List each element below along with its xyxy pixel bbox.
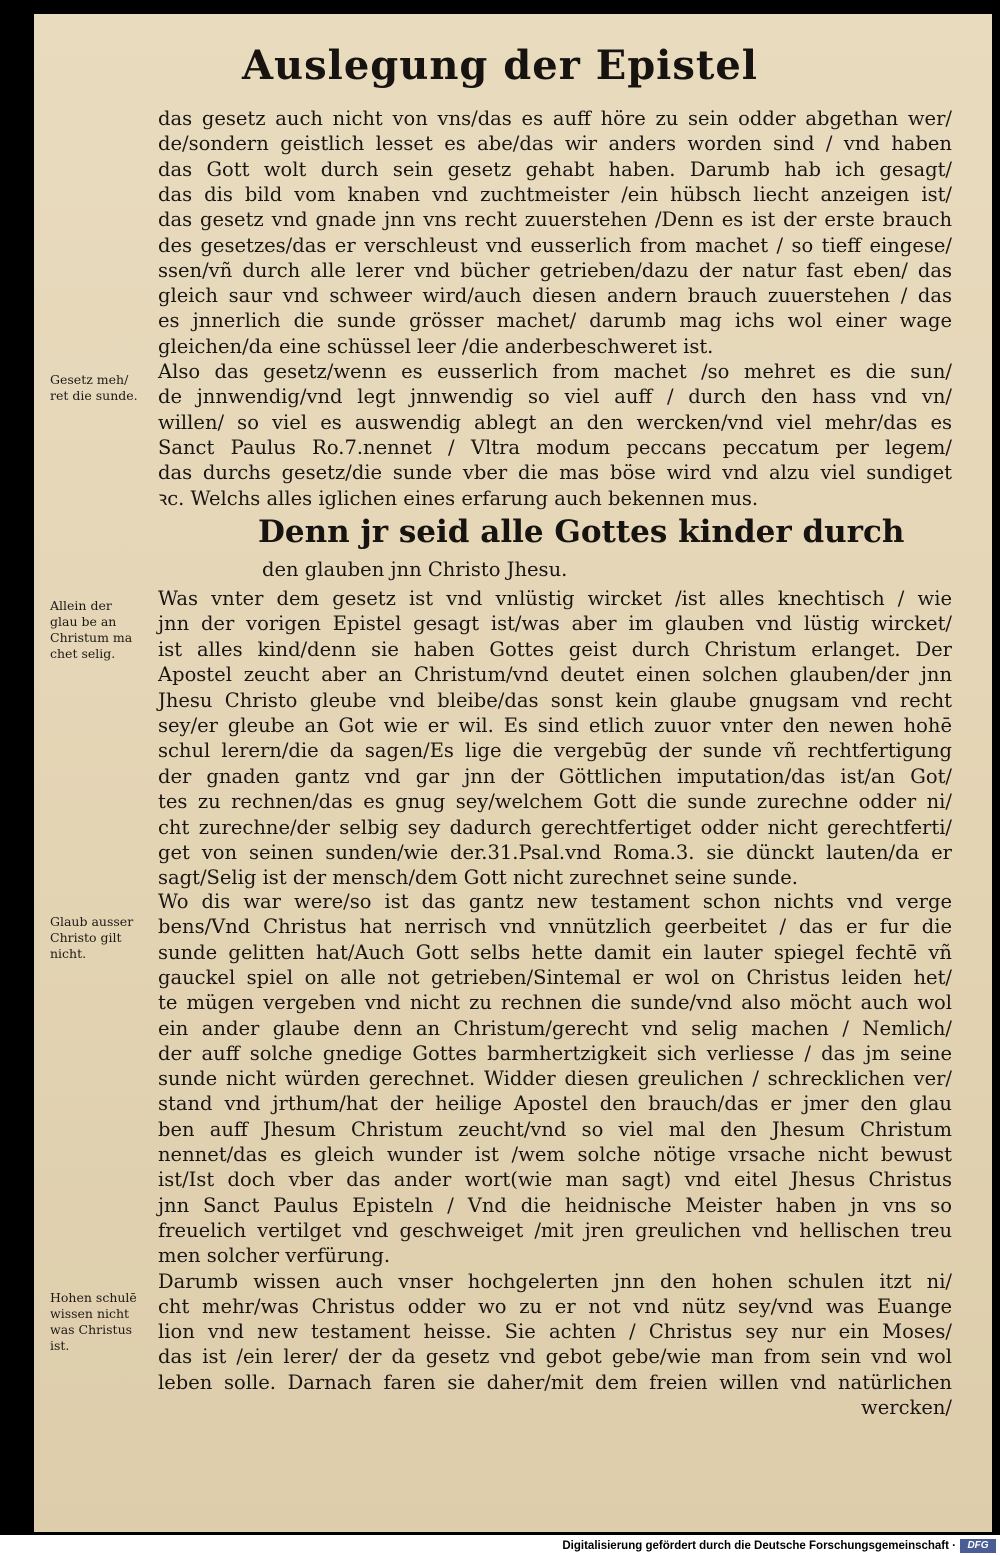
margin-gloss [50,598,158,662]
body-line: der auff solche gnedige Gottes barmhertzigkeit sich verliesse / das jm seine [158,1041,952,1065]
margin-gloss [50,1290,158,1354]
margin-gloss-line: ret die sunde. [50,388,138,403]
body-line: ssen/vñ durch alle lerer vnd bücher getrieben/dazu der natur fast eben/ das [158,258,952,282]
margin-gloss-line: Christum ma [50,630,133,645]
body-line: Apostel zeucht aber an Christum/vnd deutet einen solchen glauben/der jnn [158,663,952,687]
body-line: cht mehr/was Christus odder wo zu er not vnd nütz sey/vnd was Euange [158,1294,952,1318]
body-line: Sanct Paulus Ro.7.nennet / Vltra modum peccans peccatum per legem/ [158,435,952,459]
margin-gloss-line: glau be an [50,614,117,629]
body-line: das dis bild vom knaben vnd zuchtmeister /ein hübsch liecht anzeigen ist/ [158,182,952,206]
margin-gloss [50,372,158,404]
body-line: ben auff Jhesum Christum zeucht/vnd so viel mal den Jhesum Christum [158,1117,952,1141]
body-line: Was vnter dem gesetz ist vnd vnlüstig wircket /ist alles knechtisch / wie [158,587,952,610]
body-line: men solcher verfürung. [158,1244,391,1268]
dfg-logo: DFG [960,1539,996,1553]
body-line: lion vnd new testament heisse. Sie achten / Christus sey nur ein Moses/ [158,1320,952,1344]
body-line: nennet/das es gleich wunder ist /wem solche nötige vrsache nicht bewust [158,1143,952,1166]
body-line: Wo dis war were/so ist das gantz new testament schon nichts vnd verge [158,890,952,913]
body-line: das gesetz vnd gnade jnn vns recht zuuerstehen /Denn es ist der erste brauch [158,208,952,232]
body-line: das Gott wolt durch sein gesetz gehabt haben. Darumb hab ich gesagt/ [158,157,952,181]
body-line: stand vnd jrthum/hat der heilige Apostel den brauch/das er jmer den glau [158,1092,952,1116]
body-line: jnn Sanct Paulus Episteln / Vnd die heidnische Meister haben jn vns so [158,1193,952,1217]
body-line: tes zu rechnen/das es gnug sey/welchem Gott die sunde zurechne odder ni/ [158,790,952,814]
body-line: ein ander glaube denn an Christum/gerecht vnd selig machen / Nemlich/ [158,1016,952,1040]
margin-gloss-line: was Christus [50,1322,133,1337]
body-line: te mügen vergeben vnd nicht zu rechnen die sunde/vnd also möcht auch wol [158,991,952,1015]
body-line: willen/ so viel es auswendig ablegt an den wercken/vnd viel mehr/das es [158,410,952,434]
body-line: der gnaden gantz vnd gar jnn der Göttlichen imputation/das ist/an Got/ [158,764,952,788]
body-line: sagt/Selig ist der mensch/dem Gott nicht zurechnet seine sunde. [158,866,798,890]
body-line: jnn der vorigen Epistel gesagt ist/was aber im glauben vnd lüstig wircket/ [158,612,952,636]
body-line: de jnnwendig/vnd legt jnnwendig so viel auff / durch den hass vnd vn/ [158,385,952,409]
body-line: freuelich vertilget vnd geschweiget /mit jren greulichen vnd hellischen treu [158,1218,952,1242]
body-line: Jhesu Christo gleube vnd bleibe/das sonst kein glaube gnugsam vnd recht [158,688,952,712]
running-head: Auslegung der Epistel [241,42,759,89]
body-line: cht zurechne/der selbig sey dadurch gerechtfertiget odder nicht gerechtferti/ [158,815,952,839]
margin-gloss-line: Glaub ausser [50,914,134,929]
footer-credit: Digitalisierung gefördert durch die Deutsche Forschungsgemeinschaft · [562,1540,956,1552]
margin-gloss-line: wissen nicht [50,1306,130,1321]
body-line: ist alles kind/denn sie haben Gottes geist durch Christum erlanget. Der [158,637,952,661]
body-line: das durchs gesetz/die sunde vber die mas böse wird vnd alzu viel sundiget [158,461,952,485]
body-line: ꝛc. Welchs alles iglichen eines erfarung auch bekennen mus. [158,486,759,510]
body-line: gleichen/da eine schüssel leer /die anderbeschweret ist. [158,334,714,358]
margin-gloss-line: ist. [50,1338,70,1353]
margin-gloss-line: Christo gilt [50,930,122,945]
body-line: bens/Vnd Christus hat nerrisch vnd vnnützlich geerbeitet / das er fur die [158,915,952,939]
margin-gloss-line: nicht. [50,946,87,961]
footer-bar [0,1537,1000,1555]
body-line: leben solle. Darnach faren sie daher/mit dem freien willen vnd natürlichen [158,1370,952,1394]
body-line: ist/Ist doch vber das ander wort(wie man sagt) vnd eitel Jhesus Christus [158,1168,952,1192]
section-heading: Denn jr seid alle Gottes kinder durch [258,514,905,550]
body-line: das ist /ein lerer/ der da gesetz vnd gebot gebe/wie man from sein vnd wol [158,1345,952,1369]
body-line: sey/er gleube an Got wie er wil. Es sind etlich zuuor vnter den newen hohē [158,714,952,737]
body-line: gauckel spiel on alle not getrieben/Sintemal er wol on Christus leiden het/ [158,965,952,989]
body-line: Also das gesetz/wenn es eusserlich from machet /so mehret es die sun/ [158,360,952,383]
body-line: wercken/ [861,1396,952,1419]
body-line: schul lerern/die da sagen/Es lige die vergebūg der sunde vñ rechtfertigung [158,739,952,763]
body-line: sunde nicht würden gerechnet. Widder diesen greulichen / schrecklichen ver/ [158,1067,952,1091]
body-line: das gesetz auch nicht von vns/das es auff höre zu sein odder abgethan wer/ [158,107,952,130]
body-line: gleich saur vnd schweer wird/auch diesen andern brauch zuuerstehen / das [158,284,952,308]
body-line: get von seinen sunden/wie der.31.Psal.vnd Roma.3. sie dünckt lauten/da er [158,841,952,864]
body-line: es jnnerlich die sunde grösser machet/ darumb mag ichs wol einer wage [158,309,952,333]
margin-gloss [50,914,158,962]
body-line: des gesetzes/das er verschleust vnd eusserlich from machet / so tieff eingese/ [158,233,952,257]
body-line: de/sondern geistlich lesset es abe/das wir anders worden sind / vnd haben [158,132,952,156]
margin-gloss-line: chet selig. [50,646,116,661]
margin-gloss-line: Gesetz meh/ [50,372,129,387]
section-subheading: den glauben jnn Christo Jhesu. [262,558,568,581]
body-line: Darumb wissen auch vnser hochgelerten jnn den hohen schulen itzt ni/ [158,1269,952,1293]
margin-gloss-line: Allein der [50,598,112,613]
margin-gloss-line: Hohen schulē [50,1290,137,1305]
body-line: sunde gelitten hat/Auch Gott selbs hette damit ein lauter spiegel fechtē vñ [158,940,952,964]
